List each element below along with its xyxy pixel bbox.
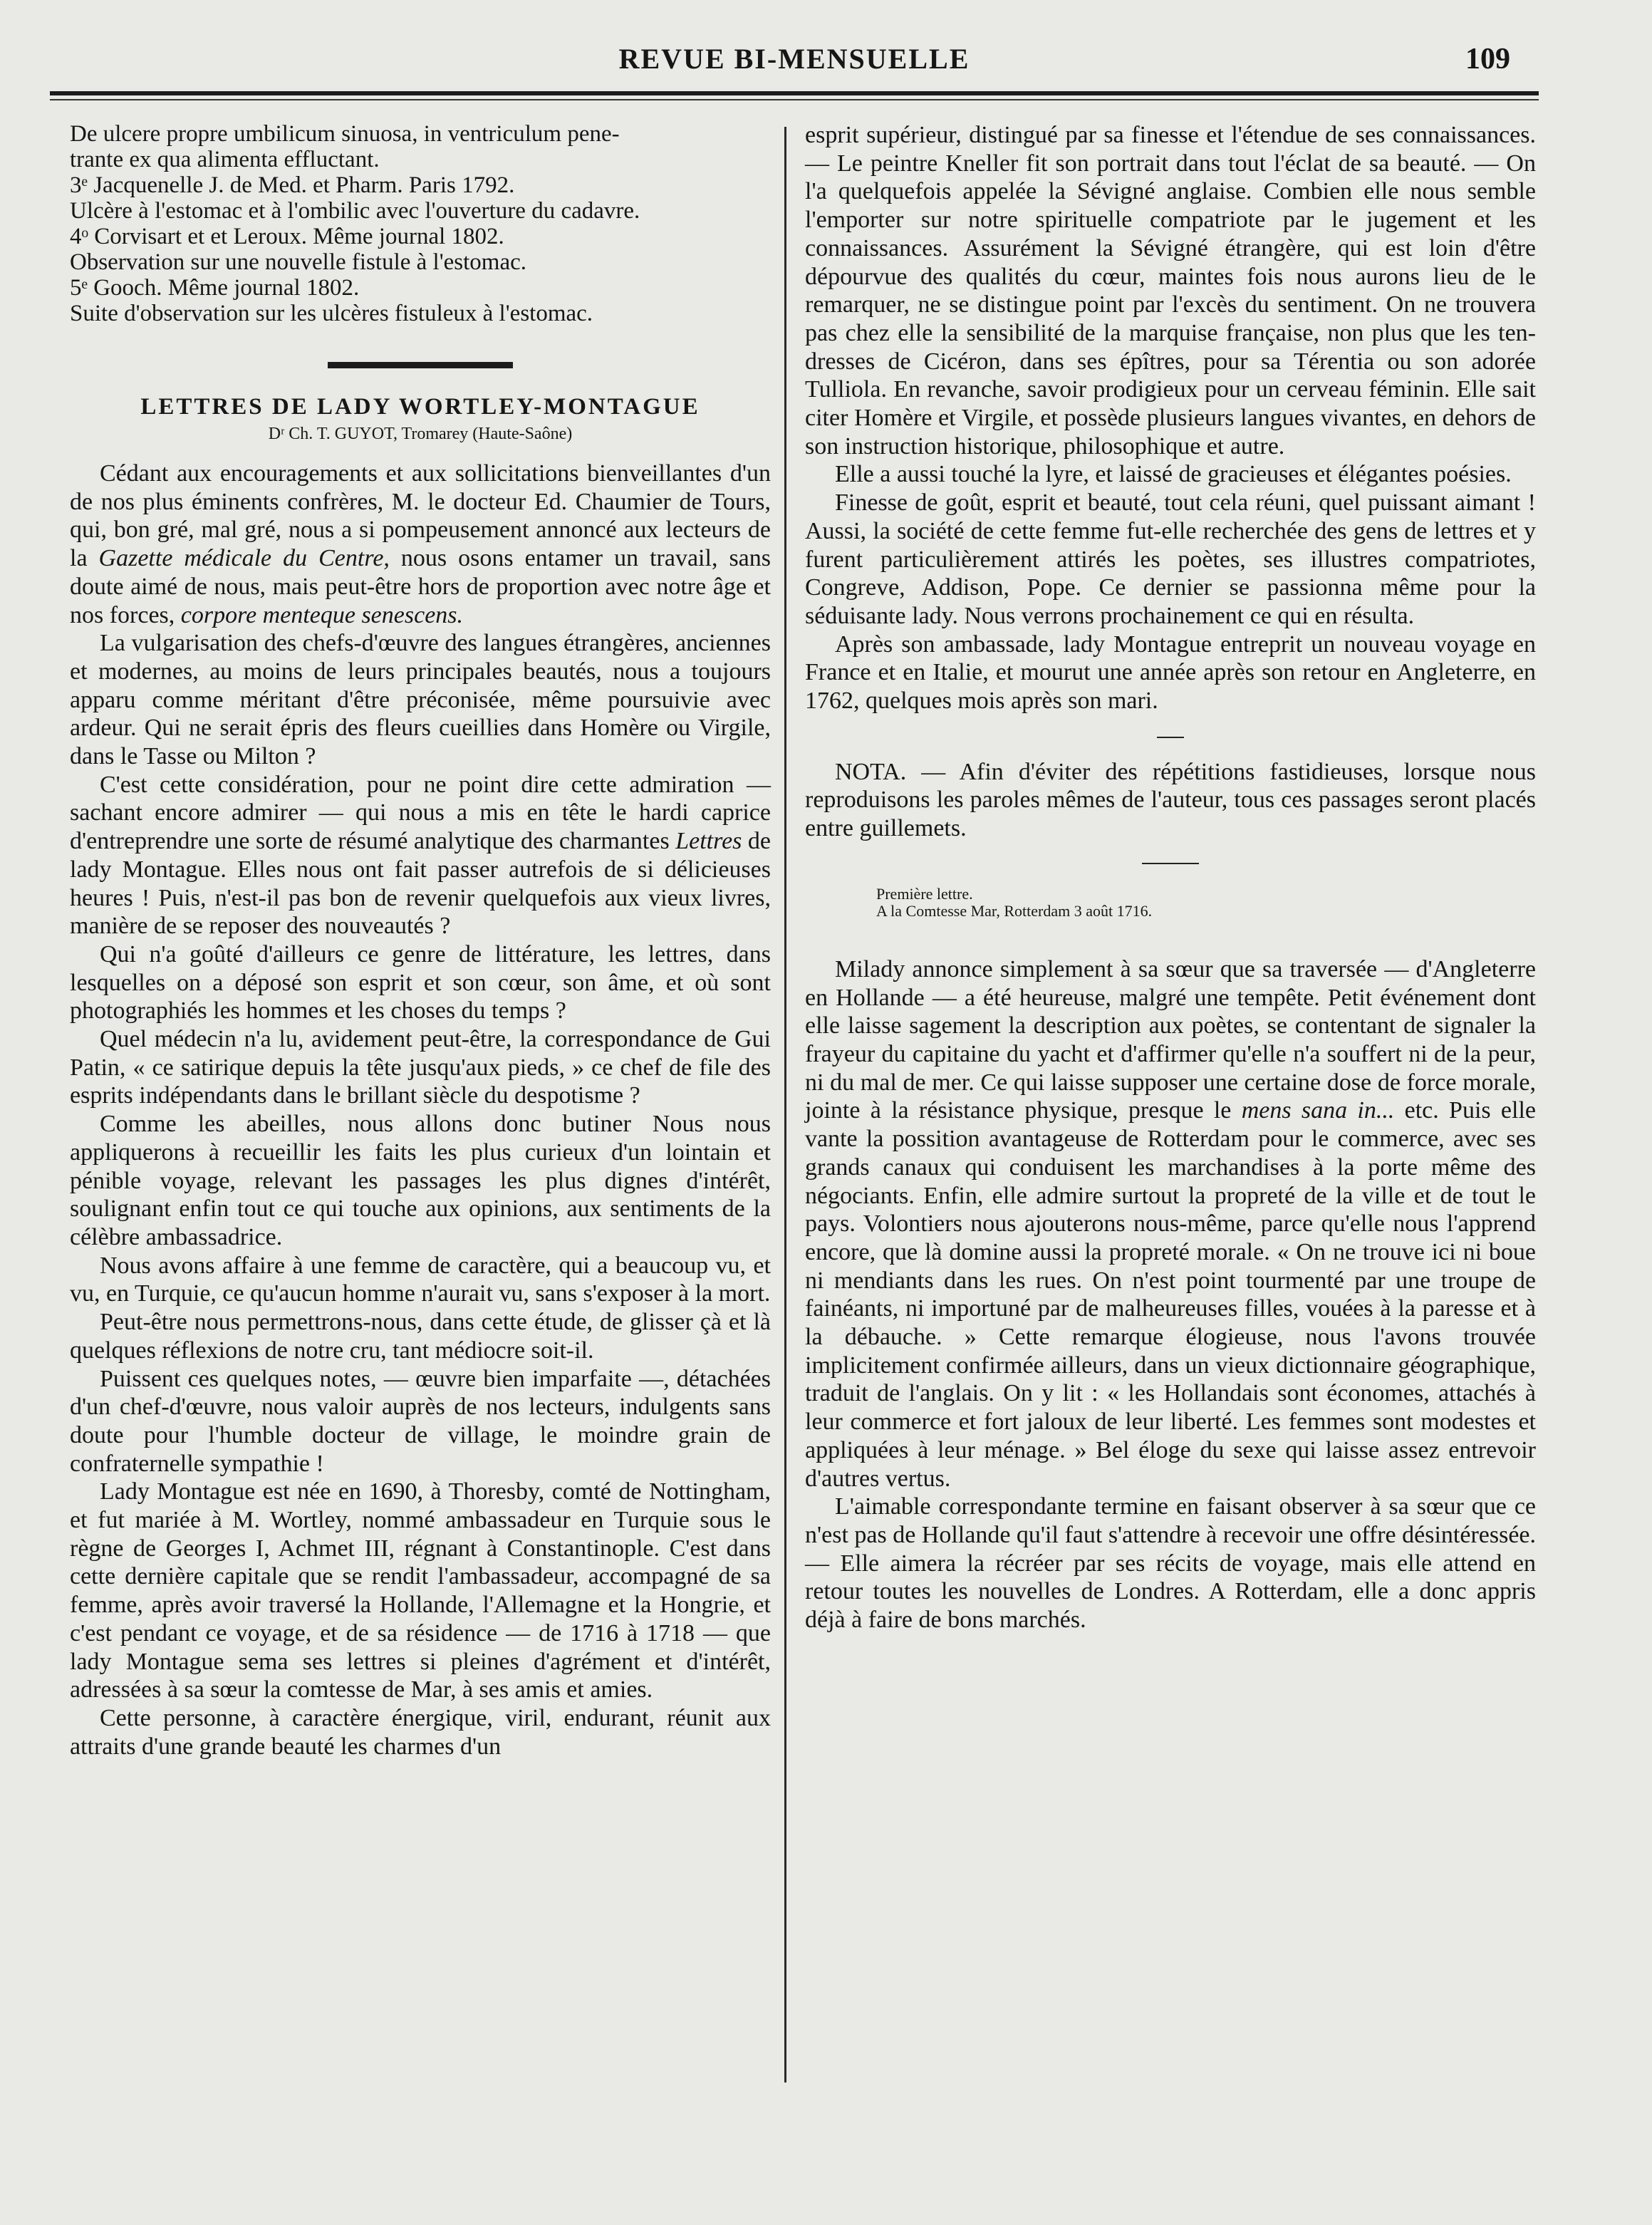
italic-text: Gazette médicale du Centre, bbox=[98, 545, 390, 572]
paragraph bbox=[805, 955, 1536, 1493]
text-run: C'est cette considération, pour ne point dire cette admiration — sachant encore admirer — qui nous a mis en tête le hardi caprice d'entreprendre une sorte de résumé analytique des charmantes bbox=[70, 771, 771, 855]
letter-address: A la Comtesse Mar, Rotterdam 3 août 1716. bbox=[876, 901, 1153, 920]
reference-line: Ulcère à l'estomac et à l'ombilic avec l'ouverture du cadavre. bbox=[70, 198, 640, 224]
paragraph bbox=[70, 1478, 771, 1704]
text-run: Cette personne, à caractère énergique, viril, endurant, réunit aux attraits d'une grande beauté les charmes d'un bbox=[70, 1704, 771, 1760]
italic-text: Lettres bbox=[675, 828, 742, 855]
reference-line: Suite d'observation sur les ulcères fistuleux à l'estomac. bbox=[70, 301, 593, 326]
reference-line: trante ex qua alimenta effluctant. bbox=[70, 147, 380, 172]
text-run: Finesse de goût, esprit et beauté, tout cela réuni, quel puissant aimant ! Aussi, la société de cette femme fut-elle recherchée des gens de lettres et y furent particulièrement attirés les poètes, ses illustres compatriotes, Congreve, Addison, Pope. Ce dernier se passionna même pour la séduisante lady. Nous verrons prochainement ce qui en résulta. bbox=[805, 489, 1536, 629]
paragraph bbox=[805, 489, 1536, 631]
paragraph bbox=[70, 1025, 771, 1110]
text-run: de lady Montague. Elles nous ont fait passer autrefois de si délicieuses heures ! Puis, n'est-il pas bon de revenir quelquefois aux vieux livres, manière de se reposer des nouveautés ? bbox=[70, 828, 771, 940]
reference-line: 3ᵉ Jacquenelle J. de Med. et Pharm. Paris 1792. bbox=[70, 172, 515, 198]
paragraph bbox=[70, 1308, 771, 1364]
paragraph bbox=[70, 460, 771, 629]
paragraph bbox=[70, 1365, 771, 1478]
text-run: Milady annonce simplement à sa sœur que sa traversée — d'Angleterre en Hollande — a été heureuse, malgré une tempête. Petit événement dont elle laisse sagement la description aux poètes, se contentant de signaler la frayeur du capitaine du yacht et d'affirmer qu'elle n'a souffert ni de la peur, ni du mal de mer. Ce qui laisse supposer une certaine dose de force morale, jointe à la résistance physique, presque le bbox=[805, 955, 1536, 1124]
reference-line: 5ᵉ Gooch. Même journal 1802. bbox=[70, 275, 360, 301]
left-column bbox=[70, 121, 771, 1760]
reference-line: De ulcere propre umbilicum sinuosa, in ventriculum pene- bbox=[70, 121, 620, 147]
reference-line: Observation sur une nouvelle fistule à l'estomac. bbox=[70, 249, 527, 275]
text-run: Peut-être nous permettrons-nous, dans cette étude, de glisser çà et là quelques réflexions de notre cru, tant médiocre soit-il. bbox=[70, 1309, 771, 1364]
reference-list bbox=[70, 121, 771, 326]
page-header bbox=[50, 39, 1539, 82]
right-column bbox=[805, 121, 1536, 1634]
text-run: Après son ambassade, lady Montague entreprit un nouveau voyage en France et en Italie, et mourut une année après son retour en Angleterre, en 1762, quelques mois après son mari. bbox=[805, 631, 1536, 715]
italic-text: mens sana in... bbox=[1241, 1097, 1395, 1124]
italic-text: corpore menteque senescens. bbox=[180, 601, 464, 628]
paragraph bbox=[70, 1704, 771, 1760]
article-body-continued bbox=[805, 121, 1536, 715]
nota-paragraph: NOTA. — Afin d'éviter des répétitions fastidieuses, lorsque nous reproduisons les paroles mêmes de l'auteur, tous ces passages seront placés entre guillemets. bbox=[805, 758, 1536, 842]
paragraph bbox=[70, 1252, 771, 1308]
paragraph bbox=[805, 1493, 1536, 1634]
paragraph bbox=[805, 121, 1536, 460]
article-body bbox=[70, 460, 771, 1760]
byline: Dʳ Ch. T. GUYOT, Tromarey (Haute-Saône) bbox=[268, 425, 573, 443]
text-run: Qui n'a goûté d'ailleurs ce genre de littérature, les lettres, dans lesquelles on a déposé son esprit et son cœur, son âme, et où sont photographiés les hommes et les choses du temps ? bbox=[70, 940, 771, 1025]
article-title: LETTRES DE LADY WORTLEY-MONTAGUE bbox=[140, 394, 700, 420]
paragraph bbox=[70, 1110, 771, 1252]
text-run: Lady Montague est née en 1690, à Thoresby, comté de Nottingham, et fut mariée à M. Wortley, nommé ambassadeur en Turquie sous le règne de Georges I, Achmet III, régnant à Constantinople. C'est dans cette dernière capitale que se rendit l'ambassadeur, accompagné de sa femme, après avoir traversé la Hollande, l'Allemagne et la Hongrie, et c'est pendant ce voyage, et de sa résidence — de 1716 à 1718 — que lady Montague sema ses lettres si pleines d'agrément et d'intérêt, adressées à sa sœur la comtesse de Mar, à ses amis et amies. bbox=[70, 1478, 771, 1703]
text-run: esprit supérieur, distingué par sa finesse et l'étendue de ses connaissances. — Le peintre Kneller fit son portrait dans tout l'éclat de sa beauté. — On l'a quelquefois appelée la Sévigné anglaise. Combien elle nous semble l'emporter sur notre spirituelle compatriote par le jugement et les connaissances. Assurément la Sévigné étrangère, qui est loin d'être dépourvue des qualités du cœur, maintes fois nous aurons lieu de le remarquer, ne se distingue point par l'excès du sentiment. On ne trouvera pas chez elle la sensibilité de la marquise française, non plus que les tendresses de Cicéron, dans ses épîtres, pour sa Térentia ou son adorée Tulliola. En revanche, savoir prodigieux pour un cerveau féminin. Elle sait citer Homère et Virgile, et possède plusieurs langues vivantes, en dehors de son instruction historique, philosophique et autre. bbox=[805, 122, 1536, 460]
separator bbox=[1157, 737, 1184, 738]
text-run: Cédant aux encouragements et aux sollicitations bienveillantes d'un de nos plus éminents confrères, M. le docteur Ed. Chaumier de Tours, qui, bon gré, mal gré, nous a si pompeusement annoncé aux lecteurs de la bbox=[70, 460, 771, 572]
letter-summary bbox=[805, 955, 1536, 1634]
text-run: L'aimable correspondante termine en faisant observer à sa sœur que ce n'est pas de Hollande qu'il faut s'attendre à recevoir une offre désintéressée. — Elle aimera la récréer par ses récits de voyage, mais elle attend en retour toutes les nouvelles de Londres. A Rotterdam, elle a donc appris déjà à faire de bons marchés. bbox=[805, 1493, 1537, 1634]
text-run: nous osons entamer un travail, sans doute aimé de nous, mais peut-être hors de proportion avec notre âge et nos forces, bbox=[70, 545, 771, 628]
letter-heading bbox=[876, 886, 1536, 920]
text-run: Comme les abeilles, nous allons donc butiner Nous nous appliquerons à recueillir les faits les plus curieux d'un lointain et pénible voyage, relevant les passages les plus dignes d'intérêt, soulignant enfin tout ce qui touche aux opinions, aux sentiments de la célèbre ambassadrice. bbox=[70, 1111, 771, 1250]
text-run: La vulgarisation des chefs-d'œuvre des langues étrangères, anciennes et modernes, au moins de leurs principales beautés, nous a toujours apparu comme méritant d'être préconisée, même poursuivie avec ardeur. Qui ne serait épris des fleurs cueillies dans Homère ou Virgile, dans le Tasse ou Milton ? bbox=[70, 630, 771, 770]
section-ornament bbox=[328, 362, 513, 368]
text-run: Quel médecin n'a lu, avidement peut-être, la correspondance de Gui Patin, « ce satirique depuis la tête jusqu'aux pieds, » ce chef de file des esprits indépendants dans le brillant siècle du despotisme ? bbox=[70, 1026, 771, 1109]
text-run: Elle a aussi touché la lyre, et laissé de gracieuses et élégantes poésies. bbox=[835, 461, 1512, 488]
header-rule-thin bbox=[50, 99, 1539, 100]
page-number: 109 bbox=[1465, 43, 1510, 76]
paragraph bbox=[805, 460, 1536, 489]
paragraph bbox=[805, 631, 1536, 715]
column-divider bbox=[784, 127, 786, 2083]
reference-line: 4ᵒ Corvisart et et Leroux. Même journal 1802. bbox=[70, 224, 504, 249]
paragraph bbox=[70, 940, 771, 1025]
text-run: etc. Puis elle vante la possition avantageuse de Rotterdam pour le commerce, avec ses grands canaux qui conduisent les marchandises à la porte même des négociants. Enfin, elle admire surtout la propreté de la ville et de tout le pays. Volontiers nous ajouterons nous-même, parce qu'elle nous l'apprend encore, que là domine aussi la propreté morale. « On ne trouve ici ni boue ni mendiants dans les rues. On n'est point tourmenté par une troupe de fainéants, ni importuné par de malheureuses filles, vouées à la paresse et à la débauche. » Cette remarque élogieuse, nous l'avons trouvée implicitement confirmée ailleurs, dans un vieux dictionnaire géographique, traduit de l'anglais. On y lit : « les Hollandais sont économes, attachés à leur commerce et fort jaloux de leur liberté. Les femmes sont modestes et appliquées à leur ménage. » Bel éloge du sexe qui laisse assez entrevoir d'autres vertus. bbox=[805, 1097, 1536, 1492]
header-rule bbox=[50, 91, 1539, 95]
running-title: REVUE BI-MENSUELLE bbox=[618, 43, 970, 75]
paragraph bbox=[70, 771, 771, 940]
letter-title: Première lettre. bbox=[876, 884, 973, 903]
separator bbox=[1142, 863, 1199, 864]
paragraph bbox=[70, 629, 771, 771]
text-run: Puissent ces quelques notes, — œuvre bien imparfaite —, détachées d'un chef-d'œuvre, nous valoir auprès de nos lecteurs, indulgents sans doute pour l'humble docteur de village, le moindre grain de confraternelle sympathie ! bbox=[70, 1365, 771, 1477]
text-run: Nous avons affaire à une femme de caractère, qui a beaucoup vu, et vu, en Turquie, ce qu'aucun homme n'aurait vu, sans s'exposer à la mort. bbox=[70, 1252, 771, 1307]
